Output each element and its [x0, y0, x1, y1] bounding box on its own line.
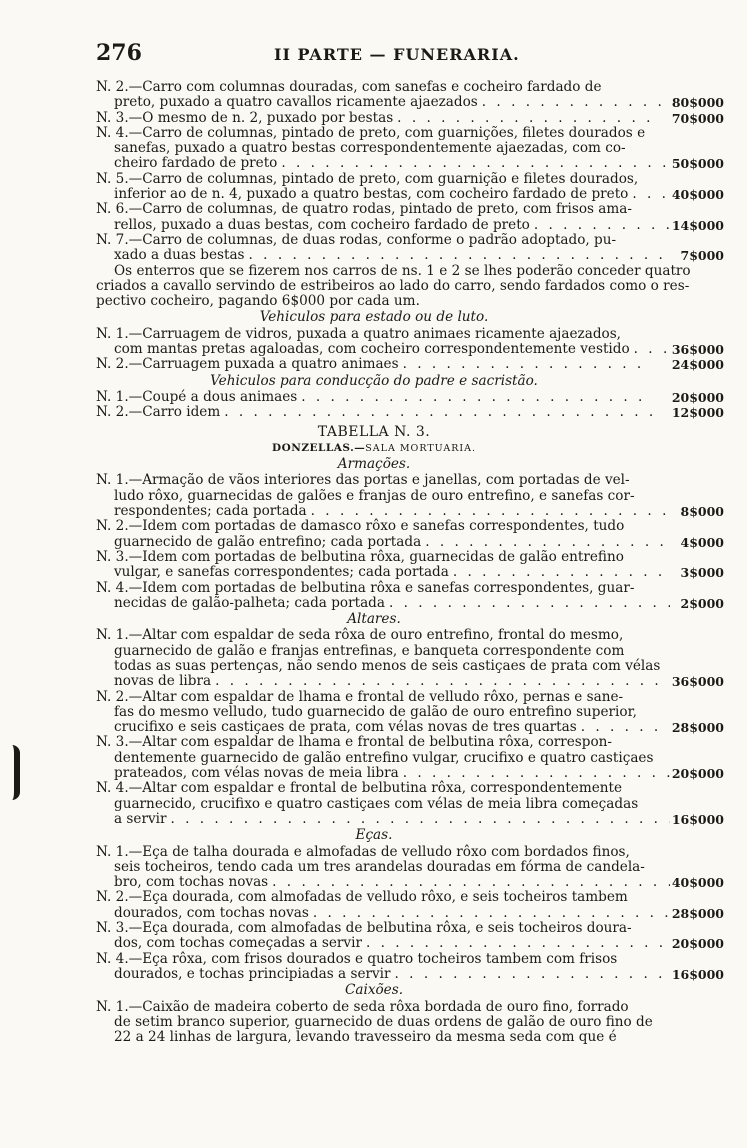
price-value: 24$000 — [671, 357, 724, 373]
entry-line: de setim branco superior, guarnecido de duas ordens de galão de ouro fino de — [114, 1013, 653, 1030]
entry-line: guarnecido de galão e franjas entrefinas, e banqueta correspondente com — [114, 642, 625, 659]
price-value: 2$000 — [680, 595, 724, 611]
entry-line: necidas de galão-palheta; cada portada . . . — [96, 596, 670, 611]
entry-line: a servir . . . — [96, 812, 670, 827]
section-title — [96, 441, 652, 456]
price-value: 36$000 — [671, 674, 724, 690]
altares-list — [96, 627, 724, 827]
section-heading-padre: Vehiculos para conducção do padre e sacristão. — [210, 372, 538, 389]
binding-mark — [0, 745, 20, 800]
entry-line: fas do mesmo velludo, tudo guarnecido de galão de ouro entrefino superior, — [114, 703, 637, 720]
price-entry — [96, 548, 724, 581]
price-value: 50$000 — [671, 156, 724, 172]
entry-line: N. 1.—Coupé a dous animaes . . . — [96, 390, 652, 405]
section-title-sub: SALA MORTUARIA. — [365, 442, 477, 454]
padre-list — [96, 388, 724, 421]
entry-line: vulgar, e sanefas correspondentes; cada portada . . . — [96, 565, 670, 580]
price-value: 28$000 — [671, 905, 724, 921]
price-entry — [96, 1000, 666, 1046]
caixoes-list — [96, 1000, 666, 1046]
price-value: 80$000 — [671, 95, 724, 111]
price-entry — [96, 356, 724, 373]
price-value: 12$000 — [671, 405, 724, 421]
text-column — [96, 79, 724, 1046]
entry-line: N. 1.—Altar com espaldar de seda rôxa de ouro entrefino, frontal do mesmo, — [96, 627, 624, 644]
entry-line: dourados, com tochas novas . . . — [96, 906, 670, 921]
price-value: 16$000 — [671, 811, 724, 827]
price-entry — [96, 688, 724, 736]
section-heading-ecas: Eças. — [355, 827, 393, 844]
entry-line: guarnecido de galão entrefino; cada portada . . . — [96, 535, 670, 550]
running-title: II PARTE — FUNERARIA. — [274, 45, 520, 64]
entry-line: respondentes; cada portada . . . — [96, 504, 670, 519]
price-value: 7$000 — [680, 248, 724, 264]
ecas-list — [96, 843, 724, 983]
price-value: 20$000 — [671, 936, 724, 952]
entry-line: todas as suas pertenças, não sendo menos de seis castiçaes de prata com vélas — [114, 657, 661, 674]
entry-line: N. 2.—Carruagem puxada a quatro animaes . . . — [96, 357, 652, 372]
price-entry — [96, 734, 724, 782]
entry-line: N. 3.—Altar com espaldar de lhama e frontal de belbutina rôxa, correspon- — [96, 734, 613, 751]
entry-line: N. 1.—Armação de vãos interiores das portas e janellas, com portadas de vel- — [96, 472, 630, 489]
entry-line: xado a duas bestas . . . — [96, 248, 670, 263]
price-entry — [96, 404, 724, 421]
entry-line: N. 3.—Idem com portadas de belbutina rôxa, guarnecidas de galão entrefino — [96, 548, 624, 565]
entry-line: N. 2.—Altar com espaldar de lhama e frontal de velludo rôxo, pernas e sane- — [96, 688, 624, 705]
price-entry — [96, 79, 724, 111]
price-entry — [96, 201, 724, 233]
entry-line: bro, com tochas novas . . . — [96, 875, 670, 890]
entry-line: crucifixo e seis castiçaes de prata, com vélas novas de tres quartas . . . — [96, 720, 670, 735]
section-heading-caixoes: Caixões. — [344, 982, 404, 999]
price-entry — [96, 780, 724, 827]
price-value: 8$000 — [680, 504, 724, 520]
price-entry — [96, 124, 724, 172]
price-entry — [96, 170, 724, 203]
entry-line: N. 1.—Caixão de madeira coberto de seda rôxa bordada de ouro fino, forrado — [96, 998, 629, 1015]
price-value: 20$000 — [671, 766, 724, 782]
price-value: 40$000 — [671, 875, 724, 891]
entry-line: N. 4.—Idem com portadas de belbutina rôxa e sanefas correspondentes, guar- — [96, 579, 635, 596]
entry-line: novas de libra . . . — [96, 674, 670, 689]
entry-line: sanefas, puxado a quatro bestas correspondentemente ajaezadas, com co- — [114, 140, 626, 157]
price-entry — [96, 889, 724, 921]
note-line: pectivo cocheiro, pagando 6$000 por cada um. — [96, 293, 420, 310]
price-value: 28$000 — [671, 720, 724, 736]
entry-line: dos, com tochas começadas a servir . . . — [96, 936, 670, 951]
entry-line: N. 3.—Eça dourada, com almofadas de belbutina rôxa, e seis tocheiros doura- — [96, 920, 632, 937]
section-heading-altares: Altares. — [347, 611, 401, 628]
luto-list — [96, 325, 724, 373]
price-entry — [96, 627, 724, 690]
price-entry — [96, 518, 724, 550]
entry-line: seis tocheiros, tendo cada um tres arandelas douradas em fórma de candela- — [114, 858, 645, 875]
carros-note — [96, 262, 691, 310]
entry-line: N. 2.—Idem com portadas de damasco rôxo e sanefas correspondentes, tudo — [96, 518, 625, 535]
entry-line: prateados, com vélas novas de meia libra . . . — [96, 766, 670, 781]
price-entry — [96, 325, 724, 358]
note-line: Os enterros que se fizerem nos carros de ns. 1 e 2 se lhes poderão conceder quatro — [114, 262, 691, 279]
price-value: 20$000 — [671, 389, 724, 405]
price-entry — [96, 843, 724, 891]
entry-line: N. 2.—Carro idem . . . — [96, 405, 652, 420]
entry-line: com mantas pretas agaloadas, com cocheiro correspondentemente vestido . . . — [96, 342, 670, 357]
entry-line: N. 7.—Carro de columnas, de duas rodas, conforme o padrão adoptado, pu- — [96, 231, 617, 248]
entry-line: 22 a 24 linhas de largura, levando travesseiro da mesma seda com que é — [114, 1029, 617, 1046]
entry-line: preto, puxado a quatro cavallos ricamente ajaezados . . . — [96, 95, 670, 110]
entry-line: cheiro fardado de preto . . . — [96, 156, 670, 171]
section-title-main: DONZELLAS.— — [271, 441, 366, 454]
page-header — [96, 40, 666, 68]
price-value: 70$000 — [671, 110, 724, 126]
carros-list — [96, 79, 724, 264]
price-value: 16$000 — [671, 966, 724, 982]
price-entry — [96, 950, 724, 983]
armacoes-list — [96, 472, 724, 611]
page-number: 276 — [96, 40, 142, 66]
entry-line: ludo rôxo, guarnecidas de galões e franjas de ouro entrefino, e sanefas cor- — [114, 487, 635, 504]
entry-line: inferior ao de n. 4, puxado a quatro bestas, com cocheiro fardado de preto . . . — [96, 187, 670, 202]
entry-line: dentemente guarnecido de galão entrefino vulgar, crucifixo e quatro castiçaes — [114, 749, 654, 766]
price-entry — [96, 388, 724, 405]
entry-line: N. 3.—O mesmo de n. 2, puxado por bestas . . . — [96, 111, 652, 126]
price-value: 36$000 — [671, 342, 724, 358]
entry-line: N. 4.—Eça rôxa, com frisos dourados e quatro tocheiros tambem com frisos — [96, 950, 618, 967]
price-value: 3$000 — [680, 565, 724, 581]
price-entry — [96, 579, 724, 612]
entry-line: N. 1.—Eça de talha dourada e almofadas de velludo rôxo com bordados finos, — [96, 843, 630, 860]
entry-line: N. 5.—Carro de columnas, pintado de preto, com guarnição e filetes dourados, — [96, 170, 639, 187]
price-entry — [96, 109, 724, 126]
entry-line: N. 4.—Altar com espaldar e frontal de belbutina rôxa, correspondentemente — [96, 780, 623, 797]
entry-line: N. 2.—Carro com columnas douradas, com sanefas e cocheiro fardado de — [96, 79, 602, 95]
price-value: 4$000 — [680, 534, 724, 550]
entry-line: guarnecido, crucifixo e quatro castiçaes com vélas de meia libra começadas — [114, 795, 639, 812]
table-title: TABELLA N. 3. — [317, 423, 431, 440]
price-value: 14$000 — [671, 217, 724, 233]
entry-line: N. 4.—Carro de columnas, pintado de preto, com guarnições, filetes dourados e — [96, 124, 646, 141]
price-entry — [96, 231, 724, 264]
entry-line: N. 1.—Carruagem de vidros, puxada a quatro animaes ricamente ajaezados, — [96, 325, 621, 342]
entry-line: N. 2.—Eça dourada, com almofadas de velludo rôxo, e seis tocheiros tambem — [96, 889, 628, 906]
note-line: criados a cavallo servindo de estribeiros ao lado do carro, sendo fardados como o res- — [96, 277, 690, 294]
price-entry — [96, 920, 724, 952]
section-heading-armacoes: Armações. — [337, 456, 411, 473]
entry-line: N. 6.—Carro de columnas, de quatro rodas, pintado de preto, com frisos ama- — [96, 201, 632, 218]
price-value: 40$000 — [671, 187, 724, 203]
entry-line: dourados, e tochas principiadas a servir . . . — [96, 967, 670, 982]
section-heading-luto: Vehiculos para estado ou de luto. — [259, 309, 489, 326]
entry-line: rellos, puxado a duas bestas, com cocheiro fardado de preto . . . — [96, 218, 670, 233]
price-entry — [96, 472, 724, 520]
